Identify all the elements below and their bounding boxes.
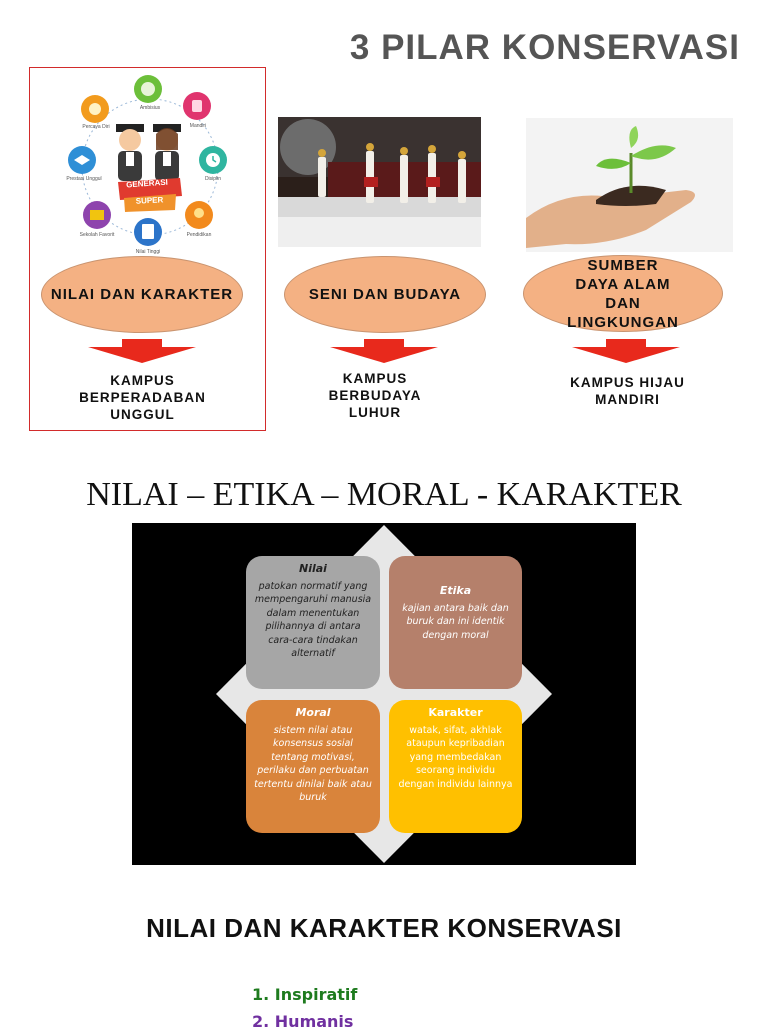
list-item: 1. Inspiratif	[252, 985, 358, 1004]
quadrant-body: patokan normatif yang mempengaruhi manusia dalam menentukan pilihannya di antara cara-cara tindakan alternatif	[254, 580, 372, 659]
quadrant-moral	[246, 700, 380, 833]
list-item: 2. Humanis	[252, 1012, 354, 1031]
icon-label: Prestasi Unggul	[66, 176, 102, 182]
quadrant-diagram	[132, 523, 636, 865]
quadrant-heading: Karakter	[428, 706, 483, 719]
section-title-konservasi: NILAI DAN KARAKTER KONSERVASI	[146, 913, 622, 943]
sekolah-favorit-icon	[83, 201, 111, 229]
icon-label: Pendidikan	[186, 232, 212, 238]
down-arrow-icon	[330, 339, 438, 363]
dance-photo	[278, 117, 481, 247]
disiplin-icon	[199, 146, 227, 174]
quadrant-heading: Nilai	[299, 562, 327, 575]
icon-label: Disiplin	[204, 176, 222, 182]
icon-label: Percaya Diri	[82, 124, 110, 130]
pillar-tagline: KAMPUS HIJAU MANDIRI	[570, 375, 685, 407]
ambisius-icon	[134, 75, 162, 103]
section-title-nilai-etika: NILAI – ETIKA – MORAL - KARAKTER	[86, 476, 682, 513]
page-title: 3 PILAR KONSERVASI	[349, 28, 740, 67]
icon-label: Sekolah Favorit	[79, 232, 115, 238]
nilai-tinggi-icon	[134, 218, 162, 246]
percaya-diri-icon	[81, 95, 109, 123]
icon-label: Nilai Tinggi	[135, 249, 161, 255]
pendidikan-icon	[185, 201, 213, 229]
pillar-tagline: KAMPUS BERPERADABAN UNGGUL	[79, 373, 206, 422]
generasi-super-infographic	[60, 72, 240, 257]
icon-label: Ambisius	[139, 105, 161, 111]
pillar-oval-sumber-daya: SUMBER DAYA ALAM DAN LINGKUNGAN	[523, 255, 723, 332]
quadrant-heading: Moral	[295, 706, 331, 719]
down-arrow-icon	[572, 339, 680, 363]
quadrant-body: kajian antara baik dan buruk dan ini identik dengan moral	[402, 602, 509, 641]
mandiri-icon	[183, 92, 211, 120]
quadrant-body: sistem nilai atau konsensus sosial tentang motivasi, perilaku dan perbuatan tertentu dinilai baik atau buruk	[254, 724, 372, 803]
down-arrow-icon	[88, 339, 196, 363]
quadrant-karakter	[389, 700, 522, 833]
banner-text-2: SUPER	[135, 195, 164, 206]
quadrant-etika	[389, 556, 522, 689]
diamond-background	[132, 523, 636, 865]
quadrant-body: watak, sifat, akhlak ataupun kepribadian yang membedakan seorang individu dengan individu lainnya	[398, 724, 513, 790]
quadrant-nilai	[246, 556, 380, 689]
icon-label: Mandiri	[189, 123, 207, 129]
prestasi-unggul-icon	[68, 146, 96, 174]
banner-text: GENERASI	[125, 177, 169, 190]
quadrant-heading: Etika	[439, 584, 472, 597]
students-illustration	[116, 124, 181, 181]
pillar-oval-nilai-karakter: NILAI DAN KARAKTER	[41, 256, 243, 333]
pillar-tagline: KAMPUS BERBUDAYA LUHUR	[328, 371, 422, 420]
pillar-oval-seni-budaya: SENI DAN BUDAYA	[284, 256, 486, 333]
plant-photo	[526, 118, 733, 252]
